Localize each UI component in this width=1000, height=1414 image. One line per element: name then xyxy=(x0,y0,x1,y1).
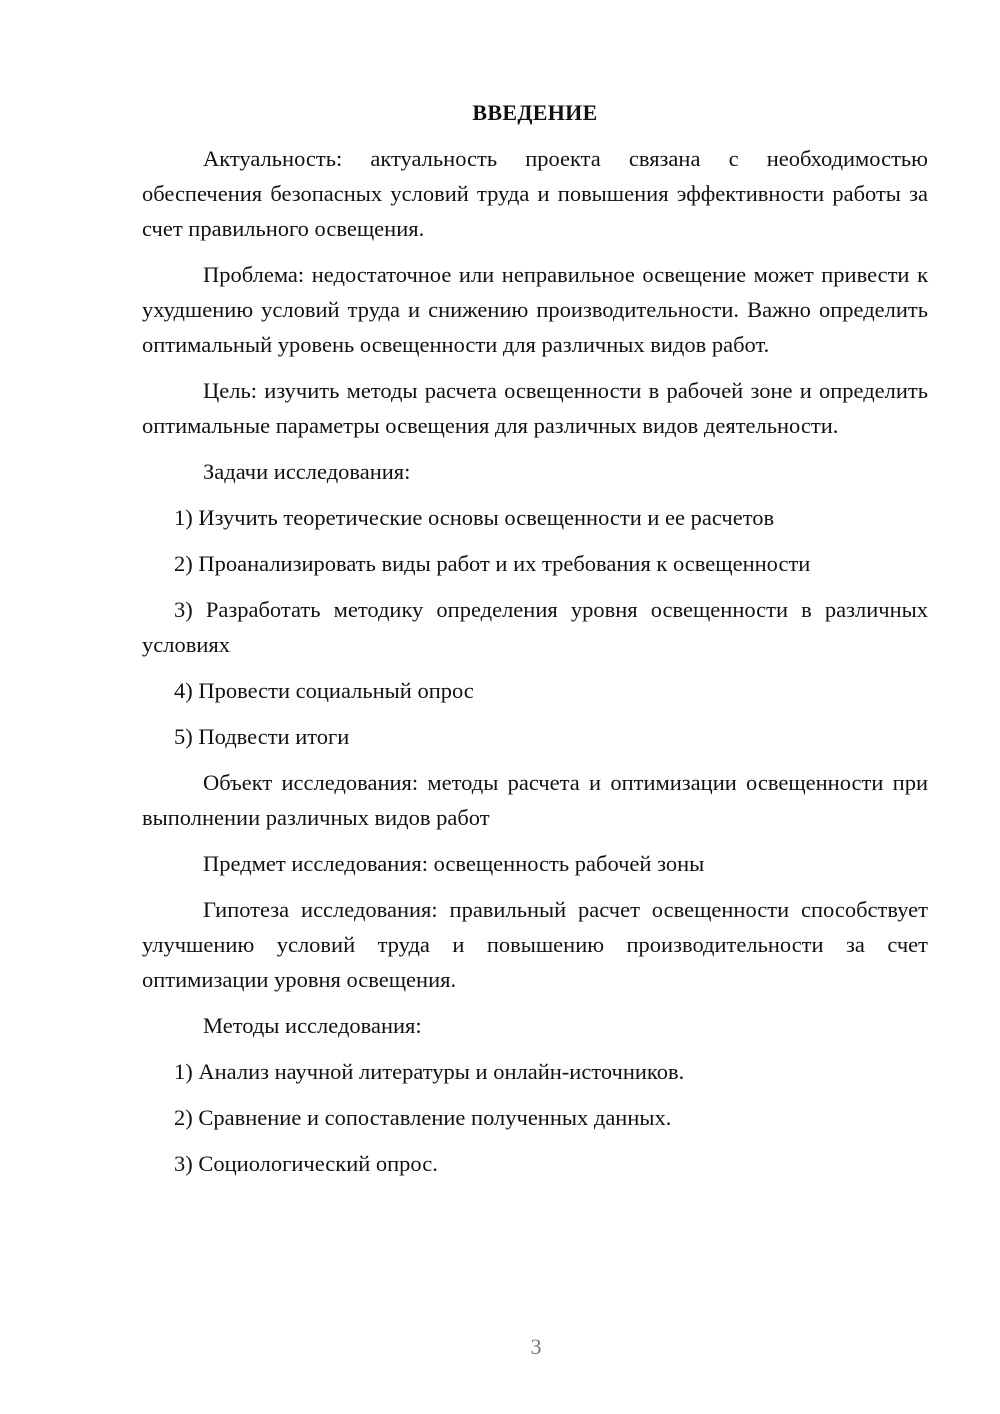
task-item: 5) Подвести итоги xyxy=(174,724,350,749)
goal-paragraph: Цель: изучить методы расчета освещенности в рабочей зоне и определить оптимальные параметры освещения для различных видов деятельности. xyxy=(142,378,928,438)
relevance-paragraph: Актуальность: актуальность проекта связана с необходимостью обеспечения безопасных условий труда и повышения эффективности работы за счет правильного освещения. xyxy=(142,146,928,241)
methods-heading: Методы исследования: xyxy=(203,1013,422,1038)
hypothesis-paragraph: Гипотеза исследования: правильный расчет освещенности способствует улучшению условий труда и повышению производительности за счет оптимизации уровня освещения. xyxy=(142,897,928,992)
method-item: 1) Анализ научной литературы и онлайн-источников. xyxy=(174,1059,685,1084)
tasks-heading: Задачи исследования: xyxy=(203,459,411,484)
task-item: 3) Разработать методику определения уровня освещенности в различных условиях xyxy=(142,597,928,657)
task-item: 1) Изучить теоретические основы освещенности и ее расчетов xyxy=(174,505,775,530)
page-title: ВВЕДЕНИЕ xyxy=(472,100,598,125)
task-item: 4) Провести социальный опрос xyxy=(174,678,474,703)
method-item: 3) Социологический опрос. xyxy=(174,1151,438,1176)
page-number: 3 xyxy=(530,1334,542,1359)
subject-paragraph: Предмет исследования: освещенность рабочей зоны xyxy=(203,851,705,876)
task-item: 2) Проанализировать виды работ и их требования к освещенности xyxy=(174,551,811,576)
document-page xyxy=(142,95,928,1192)
problem-paragraph: Проблема: недостаточное или неправильное освещение может привести к ухудшению условий труда и снижению производительности. Важно определить оптимальный уровень освещенности для различных видов работ. xyxy=(142,262,928,357)
object-paragraph: Объект исследования: методы расчета и оптимизации освещенности при выполнении различных видов работ xyxy=(142,770,928,830)
method-item: 2) Сравнение и сопоставление полученных данных. xyxy=(174,1105,672,1130)
